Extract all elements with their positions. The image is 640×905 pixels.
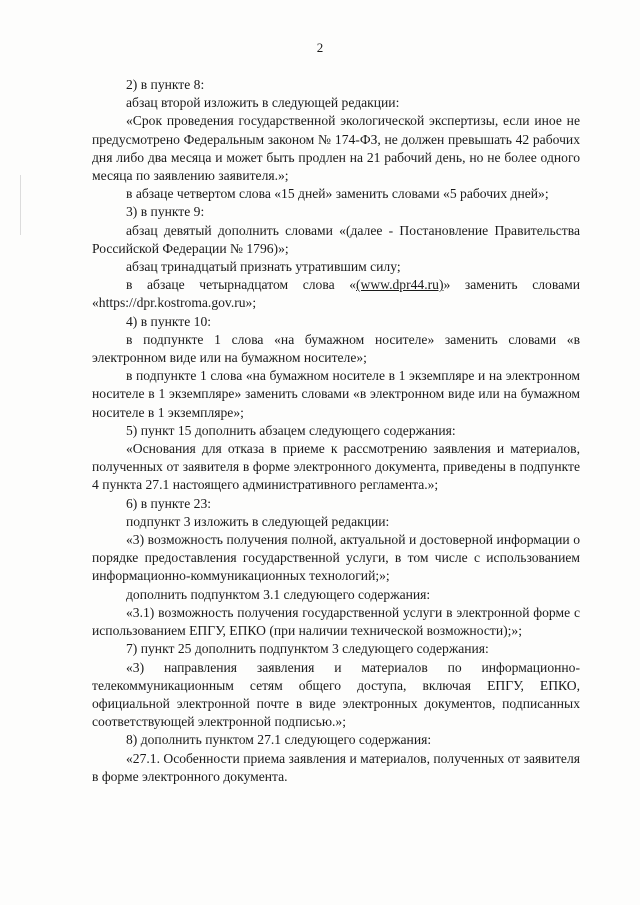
paragraph: «Срок проведения государственной экологической экспертизы, если иное не предусмотрено Федеральным законом № 174-ФЗ, не должен превышать 42 рабочих дня либо два месяца и может быть продлен на 21 рабочий день, но не более одного месяца по заявлению заявителя.»; (92, 113, 580, 184)
paragraph: «Основания для отказа в приеме к рассмотрению заявления и материалов, полученных от заявителя в форме электронного документа, приведены в подпункте 4 пункта 27.1 настоящего административного регламента.»; (92, 441, 580, 493)
paragraph: в абзаце четвертом слова «15 дней» заменить словами «5 рабочих дней»; (126, 186, 549, 202)
document-body (92, 76, 580, 786)
paragraph: «27.1. Особенности приема заявления и материалов, полученных от заявителя в форме электронного документа. (92, 750, 580, 784)
paragraph-text: » заменить словами «https://dpr.kostroma.gov.ru»; (92, 277, 580, 311)
paragraph-text: в абзаце четырнадцатом слова « (126, 277, 357, 293)
paragraph: подпункт 3 изложить в следующей редакции: (126, 513, 390, 529)
paragraph: абзац тринадцатый признать утратившим силу; (126, 259, 401, 275)
paragraph: в подпункте 1 слова «на бумажном носителе в 1 экземпляре и на электронном носителе в 1 экземпляре» заменить словами «в электронном виде или на бумажном носителе в 1 экземпляре»; (92, 368, 580, 420)
page-number: 2 (316, 40, 324, 55)
paragraph: 3) в пункте 9: (126, 204, 205, 220)
paragraph: абзац девятый дополнить словами «(далее - Постановление Правительства Российской Федерации № 1796)»; (92, 222, 580, 256)
paragraph: «3) возможность получения полной, актуальной и достоверной информации о порядке предоставления государственной услуги, в том числе с использованием информационно-коммуникационных технологий;»; (92, 532, 580, 584)
paragraph: 2) в пункте 8: (126, 77, 205, 92)
paragraph: 8) дополнить пунктом 27.1 следующего содержания: (126, 732, 432, 748)
paragraph: «3) направления заявления и материалов по информационно-телекоммуникационным сетям общего доступа, включая ЕПГУ, ЕПКО, официальной электронной почте в виде электронных документов, подписанных соответствующей электронной подписью.»; (92, 659, 580, 730)
paragraph: 5) пункт 15 дополнить абзацем следующего содержания: (126, 422, 456, 438)
paragraph: абзац второй изложить в следующей редакции: (126, 95, 400, 111)
paragraph: «3.1) возможность получения государственной услуги в электронной форме с использованием ЕПГУ, ЕПКО (при наличии технической возможности);»; (92, 604, 580, 639)
paragraph: 7) пункт 25 дополнить подпунктом 3 следующего содержания: (126, 641, 489, 657)
paragraph: 4) в пункте 10: (126, 313, 212, 329)
paragraph-with-link (92, 276, 580, 312)
paragraph: в подпункте 1 слова «на бумажном носителе» заменить словами «в электронном виде или на бумажном носителе»; (92, 331, 580, 366)
paragraph: 6) в пункте 23: (126, 495, 212, 511)
scan-margin-mark (20, 175, 21, 235)
paragraph: дополнить подпунктом 3.1 следующего содержания: (126, 586, 431, 602)
old-site-link[interactable]: (www.dpr44.ru) (356, 277, 444, 293)
